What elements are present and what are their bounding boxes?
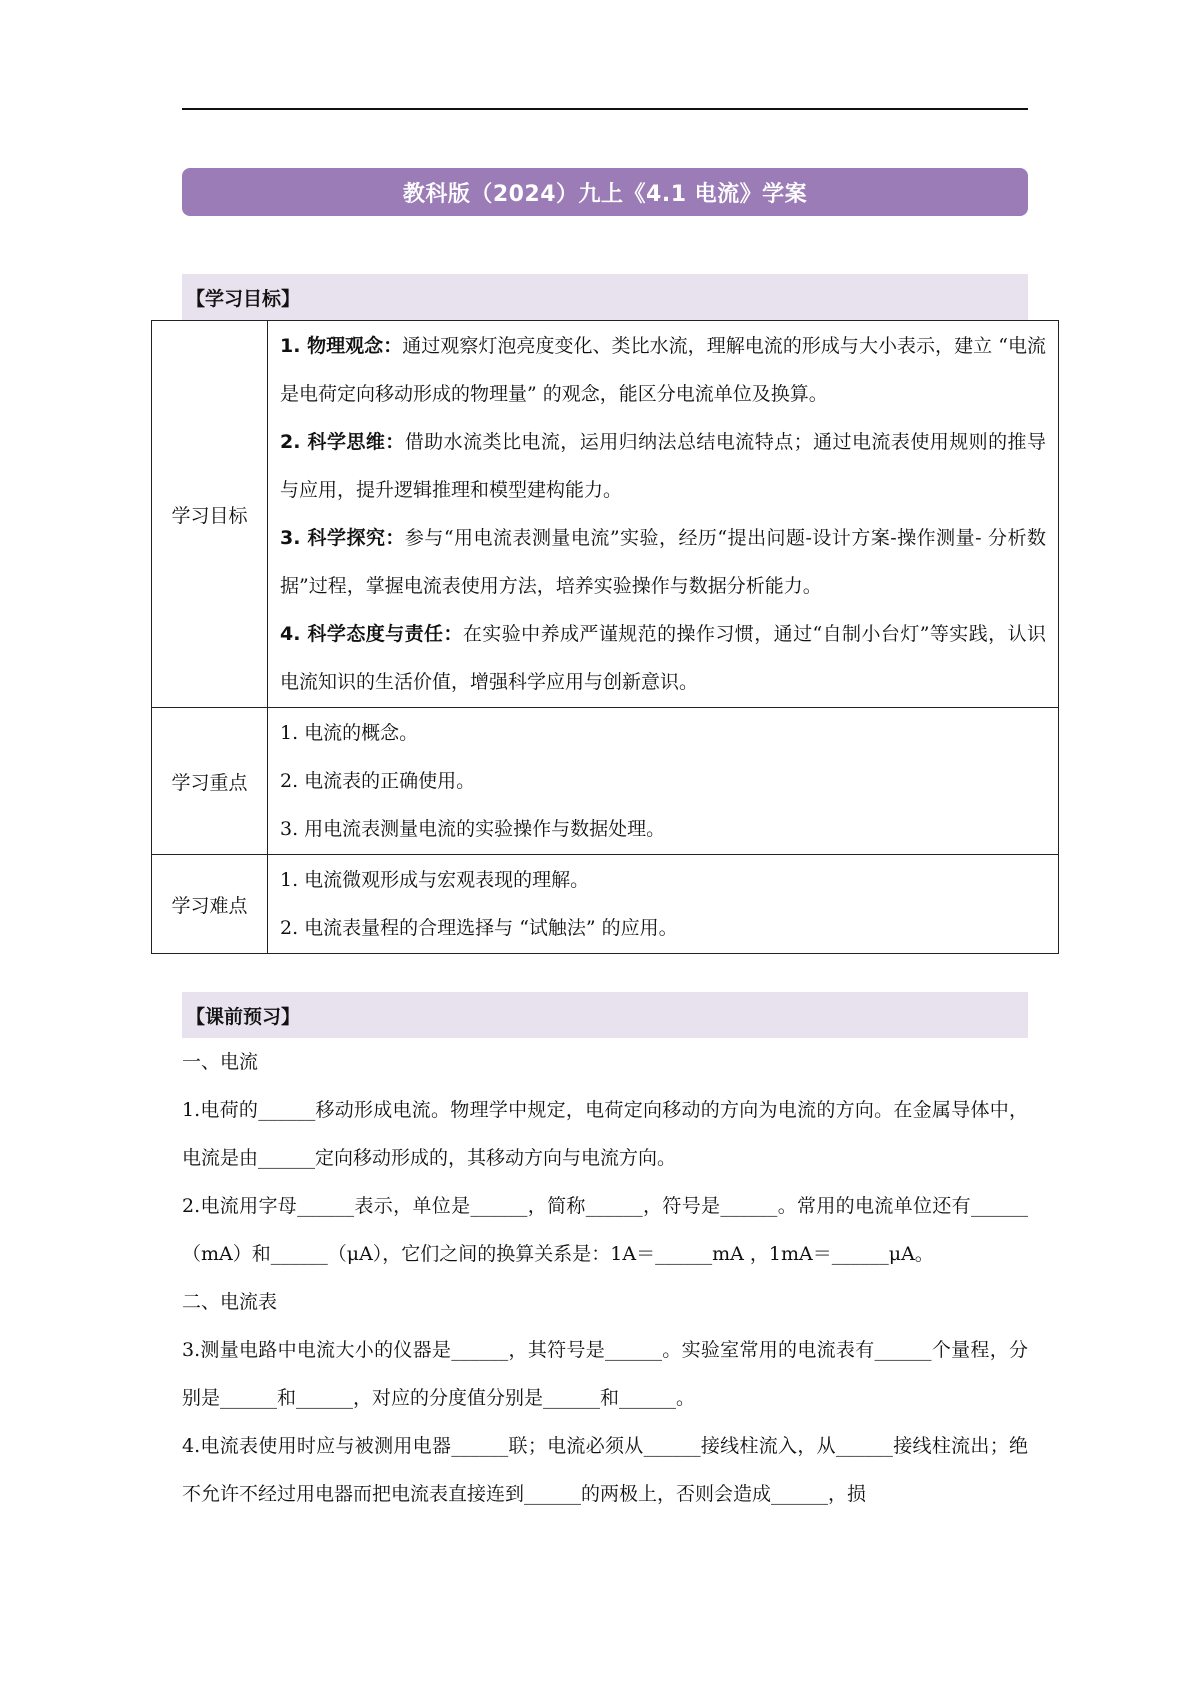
document-title: 教科版（2024）九上《4.1 电流》学案 (182, 168, 1028, 216)
section-header-preview: 【课前预习】 (182, 992, 1028, 1038)
goal-item (280, 514, 1046, 610)
question-paragraph: 2.电流用字母______表示，单位是______，简称______，符号是______。常用的电流单位还有______（mA）和______（μA），它们之间的换算关系是：1A＝______mA ，1mA＝______μA。 (182, 1195, 1028, 1265)
key-points-content (268, 708, 1059, 855)
goal-head: 4. 科学态度与责任： (280, 623, 463, 645)
goal-body: 在实验中养成严谨规范的操作习惯，通过“自制小台灯”等实践，认识电流知识的生活价值，增强科学应用与创新意识。 (280, 623, 1046, 693)
goals-content (268, 321, 1059, 708)
row-label-difficulties: 学习难点 (152, 855, 268, 954)
goal-head: 3. 科学探究： (280, 527, 405, 549)
row-label-key-points: 学习重点 (152, 708, 268, 855)
question-paragraph: 4.电流表使用时应与被测用电器______联；电流必须从______接线柱流入，从______接线柱流出；绝不允许不经过用电器而把电流表直接连到______的两极上，否则会造成______，损 (182, 1435, 1028, 1505)
table-row (152, 708, 1059, 855)
list-item: 1. 电流的概念。 (280, 722, 419, 744)
goal-item (280, 322, 1046, 418)
goal-body: 参与“用电流表测量电流”实验，经历“提出问题-设计方案-操作测量- 分析数据”过程，掌握电流表使用方法，培养实验操作与数据分析能力。 (280, 527, 1046, 597)
table-row (152, 855, 1059, 954)
goal-item (280, 418, 1046, 514)
section-header-goals: 【学习目标】 (182, 274, 1028, 320)
goal-item (280, 610, 1046, 706)
goal-body: 借助水流类比电流，运用归纳法总结电流特点；通过电流表使用规则的推导与应用，提升逻辑推理和模型建构能力。 (280, 431, 1046, 501)
row-label-goals: 学习目标 (152, 321, 268, 708)
list-item: 1. 电流微观形成与宏观表现的理解。 (280, 869, 590, 891)
difficulties-content (268, 855, 1059, 954)
goal-head: 1. 物理观念： (280, 335, 403, 357)
goal-head: 2. 科学思维： (280, 431, 405, 453)
list-item: 2. 电流表量程的合理选择与 “试触法” 的应用。 (280, 917, 678, 939)
question-paragraph: 3.测量电路中电流大小的仪器是______，其符号是______。实验室常用的电流表有______个量程，分别是______和______，对应的分度值分别是______和______。 (182, 1339, 1028, 1409)
question-paragraph: 1.电荷的______移动形成电流。物理学中规定，电荷定向移动的方向为电流的方向。在金属导体中，电流是由______定向移动形成的，其移动方向与电流方向。 (182, 1099, 1028, 1169)
list-item: 2. 电流表的正确使用。 (280, 770, 476, 792)
table-row (152, 321, 1059, 708)
subsection-title: 二、电流表 (182, 1291, 278, 1313)
learning-goals-table (151, 320, 1059, 954)
preview-content (182, 1038, 1028, 1518)
subsection-title: 一、电流 (182, 1051, 259, 1073)
goal-body: 通过观察灯泡亮度变化、类比水流，理解电流的形成与大小表示，建立 “电流是电荷定向移动形成的物理量” 的观念，能区分电流单位及换算。 (280, 335, 1046, 405)
list-item: 3. 用电流表测量电流的实验操作与数据处理。 (280, 818, 666, 840)
header-rule (182, 108, 1028, 110)
